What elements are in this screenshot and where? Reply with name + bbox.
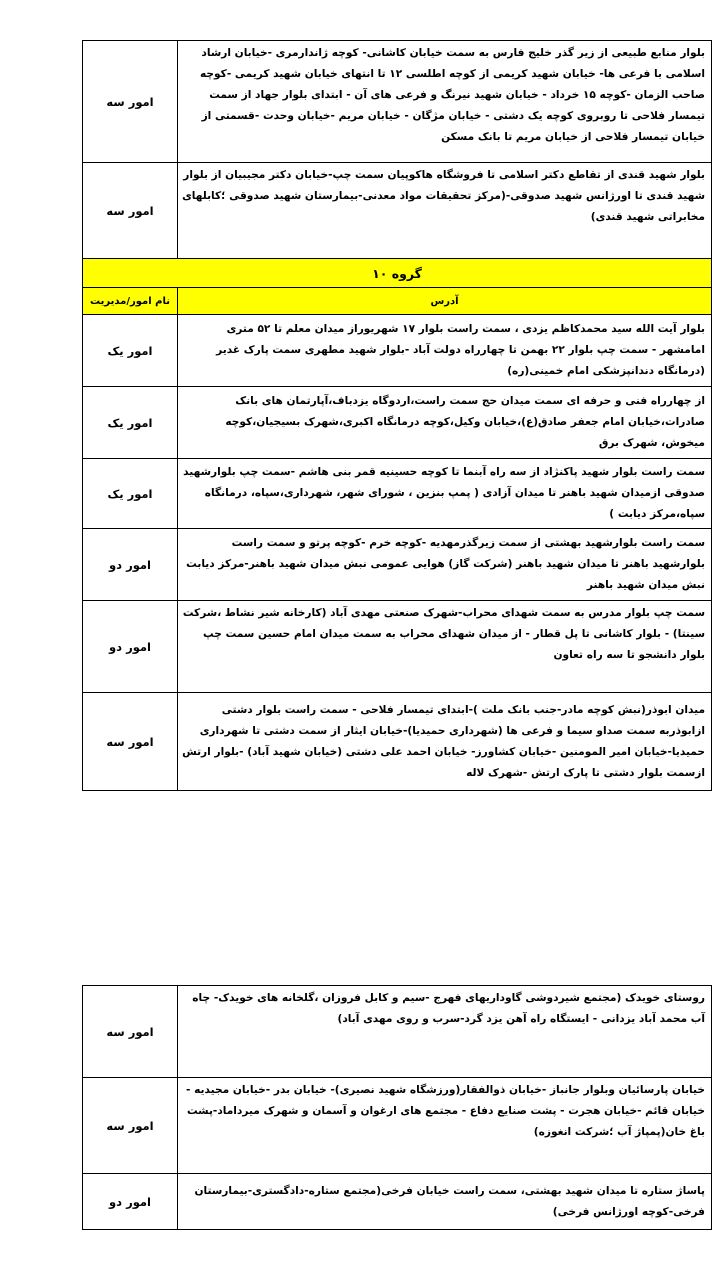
district-name-cell: امور دو xyxy=(83,601,178,693)
table-row xyxy=(83,986,712,1078)
district-name-cell: امور سه xyxy=(83,163,178,259)
group-title-row xyxy=(83,259,712,288)
district-name-cell: امور یک xyxy=(83,459,178,529)
district-name-cell: امور دو xyxy=(83,529,178,601)
district-name-cell: امور دو xyxy=(83,1174,178,1230)
address-cell: بلوار منابع طبیعی از زیر گذر خلیج فارس به سمت خیابان کاشانی- کوچه ژاندارمری -خیابان ارشاد اسلامی با فرعی ها- خیابان شهید کریمی از کوچه اطلسی ۱۲ تا انتهای خیابان شهید کریمی -کوچه صاحب الزمان -کوچه ۱۵ خرداد - خیابان شهید نیرنگ و فرعی های آن - ابتدای بلوار جهاد از سمت تیمسار فلاحی تا روبروی کوچه یک دشتی - خیابان مژگان - خیابان مریم -خیابان وحدت -قسمتی از خیابان تیمسار فلاحی از خیابان مریم تا بانک مسکن xyxy=(178,41,712,163)
table-row xyxy=(83,459,712,529)
district-name-cell: امور سه xyxy=(83,1078,178,1174)
address-cell: از چهارراه فنی و حرفه ای سمت میدان حج سمت راست،اردوگاه یزدباف،آپارتمان های بانک صادرات،خیابان امام جعفر صادق(ع)،خیابان وکیل،کوچه درمانگاه اکبری،شهرک بسیجیان،کوچه میخوش، شهرک برق xyxy=(178,387,712,459)
district-name-cell: امور یک xyxy=(83,387,178,459)
address-cell: بلوار آیت الله سید محمدکاظم یزدی ، سمت راست بلوار ۱۷ شهریوراز میدان معلم تا ۵۲ متری امامشهر - سمت چپ بلوار ۲۲ بهمن تا چهارراه دولت آباد -بلوار شهید مطهری سمت پارک غدیر (درمانگاه دندانپزشکی امام خمینی(ره) xyxy=(178,315,712,387)
district-column-header: نام امور/مدیریت xyxy=(83,288,178,315)
table-row xyxy=(83,601,712,693)
table-row xyxy=(83,529,712,601)
address-column-header: آدرس xyxy=(178,288,712,315)
group-title: گروه ۱۰ xyxy=(83,259,712,288)
district-address-table xyxy=(82,40,712,791)
district-name-cell: امور سه xyxy=(83,986,178,1078)
table-row xyxy=(83,693,712,791)
address-cell: میدان ابوذر(نبش کوچه مادر-جنب بانک ملت )-ابتدای تیمسار فلاحی - سمت راست بلوار دشتی ازابوذربه سمت صداو سیما و فرعی ها (شهرداری حمیدیا)-خیابان ایثار از سمت دشتی تا شهرداری حمیدیا-خیابان امیر المومنین -خیابان کشاورز- خیابان احمد علی دشتی (خیابان شهید آباد) -بلوار ارتش ازسمت بلوار دشتی تا پارک ارتش -شهرک لاله xyxy=(178,693,712,791)
address-cell: سمت چپ بلوار مدرس به سمت شهدای محراب-شهرک صنعتی مهدی آباد (کارخانه شیر نشاط ،شرکت سینتا) - بلوار کاشانی تا پل قطار - از میدان شهدای محراب به سمت میدان امام حسین سمت چپ بلوار دانشجو تا سه راه تعاون xyxy=(178,601,712,693)
table-row xyxy=(83,41,712,163)
address-cell: سمت راست بلوارشهید بهشتی از سمت زیرگذرمهدیه -کوچه خرم -کوچه پرتو و سمت راست بلوارشهید باهنر تا میدان شهید باهنر (شرکت گاز) هوایی عمومی نبش میدان شهید باهنر-مرکز دیابت نبش میدان شهید باهنر xyxy=(178,529,712,601)
header-row xyxy=(83,288,712,315)
table-row xyxy=(83,315,712,387)
address-cell: روستای خویدک (مجتمع شیردوشی گاوداریهای فهرج -سیم و کابل فروزان ،گلخانه های خویدک- چاه آب محمد آباد یزدانی - ایستگاه راه آهن یزد گرد-سرب و روی مهدی آباد) xyxy=(178,986,712,1078)
address-cell: بلوار شهید قندی از تقاطع دکتر اسلامی تا فروشگاه هاکوپیان سمت چپ-خیابان دکتر مجیبیان از بلوار شهید قندی تا اورژانس شهید صدوقی-(مرکز تحقیقات مواد معدنی-بیمارستان شهید صدوقی ؛کابلهای مخابراتی شهید قندی) xyxy=(178,163,712,259)
district-name-cell: امور یک xyxy=(83,315,178,387)
address-cell: پاساژ ستاره تا میدان شهید بهشتی، سمت راست خیابان فرخی(مجتمع ستاره-دادگستری-بیمارستان فرخی-کوچه اورژانس فرخی) xyxy=(178,1174,712,1230)
table-row xyxy=(83,387,712,459)
district-name-cell: امور سه xyxy=(83,693,178,791)
table-row xyxy=(83,163,712,259)
address-cell: سمت راست بلوار شهید پاکنژاد از سه راه آبنما تا کوچه حسینیه قمر بنی هاشم -سمت چپ بلوارشهید صدوقی ازمیدان شهید باهنر تا میدان آزادی ( پمپ بنزین ، شورای شهر، شهرداری،سپاه، درمانگاه سپاه،مرکز دیابت ) xyxy=(178,459,712,529)
district-name-cell: امور سه xyxy=(83,41,178,163)
address-cell: خیابان پارسائیان وبلوار جانباز -خیابان ذوالفقار(ورزشگاه شهید نصیری)- خیابان بدر -خیابان مجیدیه - خیابان قائم -خیابان هجرت - پشت صنایع دفاع - مجتمع های ارغوان و آسمان و شهرک میرداماد-پشت باغ خان(پمپاژ آب ؛شرکت انغوزه) xyxy=(178,1078,712,1174)
district-address-table-continued xyxy=(82,985,712,1230)
table-row xyxy=(83,1174,712,1230)
table-row xyxy=(83,1078,712,1174)
